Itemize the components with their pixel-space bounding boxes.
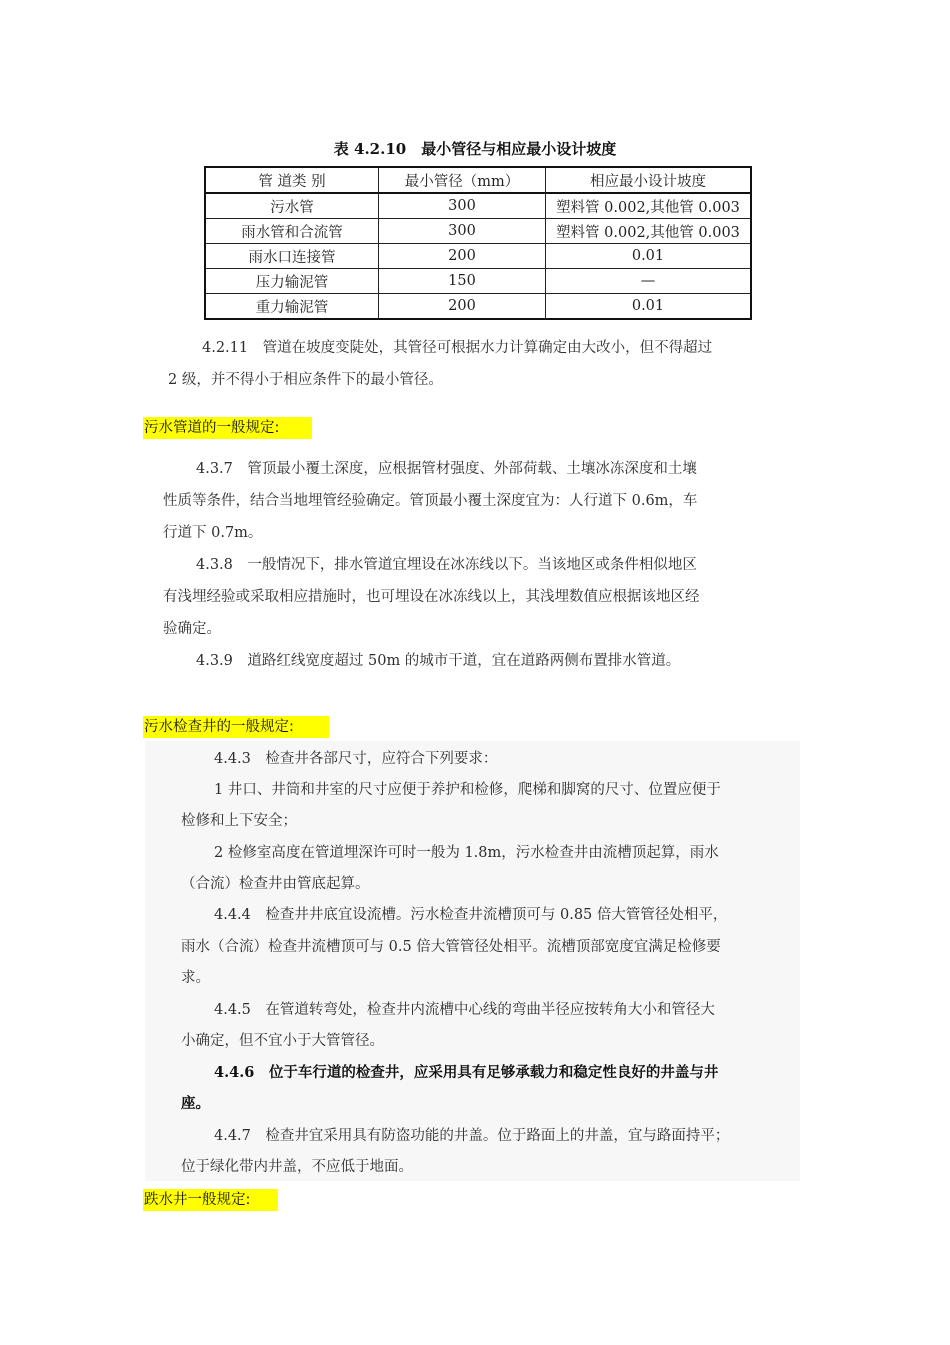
- table-cell: 污水管: [205, 193, 379, 219]
- para-4-3-8-line2: 有浅埋经验或采取相应措施时，也可埋设在冰冻线以上，其浅埋数值应根据该地区经: [163, 589, 700, 605]
- para-4-4-6-line2: 座。: [181, 1095, 210, 1112]
- para-4-4-3-item1-line1: 1 井口、井筒和井室的尺寸应便于养护和检修，爬梯和脚窝的尺寸、位置应便于: [214, 782, 721, 798]
- para-4-4-4-line2: 雨水（合流）检查井流槽顶可与 0.5 倍大管管径处相平。流槽顶部宽度宜满足检修要: [181, 939, 721, 955]
- para-4-4-7-line2: 位于绿化带内井盖，不应低于地面。: [181, 1159, 413, 1175]
- table-cell: —: [546, 269, 752, 294]
- pipe-slope-table: [204, 166, 752, 320]
- para-4-4-3-item1-line2: 检修和上下安全；: [181, 813, 297, 829]
- header-pipe-type: 管 道类 别: [205, 167, 379, 193]
- para-4-4-7-line1: 4.4.7 检查井宜采用具有防盗功能的井盖。位于路面上的井盖，宜与路面持平；: [214, 1128, 730, 1144]
- table-cell: 塑料管 0.002,其他管 0.003: [546, 219, 752, 244]
- para-4-4-6-line1: 4.4.6 位于车行道的检查井，应采用具有足够承载力和稳定性良好的井盖与井: [214, 1064, 719, 1081]
- para-4-3-8-line1: 4.3.8 一般情况下，排水管道宜埋设在冰冻线以下。当该地区或条件相似地区: [196, 557, 697, 573]
- table-cell: 200: [379, 244, 546, 269]
- table-row: [205, 193, 751, 219]
- table-cell: 雨水口连接管: [205, 244, 379, 269]
- para-4-4-3: 4.4.3 检查井各部尺寸，应符合下列要求：: [214, 751, 498, 767]
- heading-drop-well-rules: 跌水井一般规定:: [143, 1189, 278, 1211]
- para-4-2-11-line2: 2 级，并不得小于相应条件下的最小管径。: [168, 372, 443, 388]
- para-4-3-8-line3: 验确定。: [163, 621, 221, 637]
- table-cell: 雨水管和合流管: [205, 219, 379, 244]
- table-header-row: [205, 167, 751, 193]
- table-row: [205, 294, 751, 320]
- para-4-3-7-line1: 4.3.7 管顶最小覆土深度，应根据管材强度、外部荷载、土壤冰冻深度和土壤: [196, 461, 697, 477]
- table-cell: 0.01: [546, 244, 752, 269]
- para-4-3-9: 4.3.9 道路红线宽度超过 50m 的城市干道，宜在道路两侧布置排水管道。: [196, 653, 681, 669]
- para-4-4-4-line3: 求。: [181, 970, 210, 986]
- para-4-4-3-item2-line2: （合流）检查井由管底起算。: [181, 876, 370, 892]
- para-4-4-5-line1: 4.4.5 在管道转弯处，检查井内流槽中心线的弯曲半径应按转角大小和管径大: [214, 1002, 715, 1018]
- table-cell: 塑料管 0.002,其他管 0.003: [546, 193, 752, 219]
- para-4-4-5-line2: 小确定，但不宜小于大管管径。: [181, 1033, 384, 1049]
- table-title: 表 4.2.10 最小管径与相应最小设计坡度: [333, 140, 617, 158]
- table-cell: 压力输泥管: [205, 269, 379, 294]
- table-cell: 150: [379, 269, 546, 294]
- table-cell: 200: [379, 294, 546, 320]
- table-row: [205, 244, 751, 269]
- table-cell: 300: [379, 193, 546, 219]
- table-row: [205, 269, 751, 294]
- para-4-3-7-line3: 行道下 0.7m。: [163, 525, 263, 541]
- para-4-2-11-line1: 4.2.11 管道在坡度变陡处，其管径可根据水力计算确定由大改小，但不得超过: [202, 340, 713, 356]
- table-cell: 重力输泥管: [205, 294, 379, 320]
- para-4-4-4-line1: 4.4.4 检查井井底宜设流槽。污水检查井流槽顶可与 0.85 倍大管管径处相平，: [214, 907, 728, 923]
- table-row: [205, 219, 751, 244]
- header-min-diameter: 最小管径（mm）: [379, 167, 546, 193]
- para-4-3-7-line2: 性质等条件，结合当地埋管经验确定。管顶最小覆土深度宜为：人行道下 0.6m，车: [163, 493, 698, 509]
- header-min-slope: 相应最小设计坡度: [546, 167, 752, 193]
- table-cell: 300: [379, 219, 546, 244]
- heading-inspection-well-rules: 污水检查井的一般规定:: [143, 716, 329, 738]
- table-cell: 0.01: [546, 294, 752, 320]
- heading-sewer-pipe-rules: 污水管道的一般规定:: [143, 417, 312, 439]
- para-4-4-3-item2-line1: 2 检修室高度在管道埋深许可时一般为 1.8m，污水检查井由流槽顶起算，雨水: [214, 845, 719, 861]
